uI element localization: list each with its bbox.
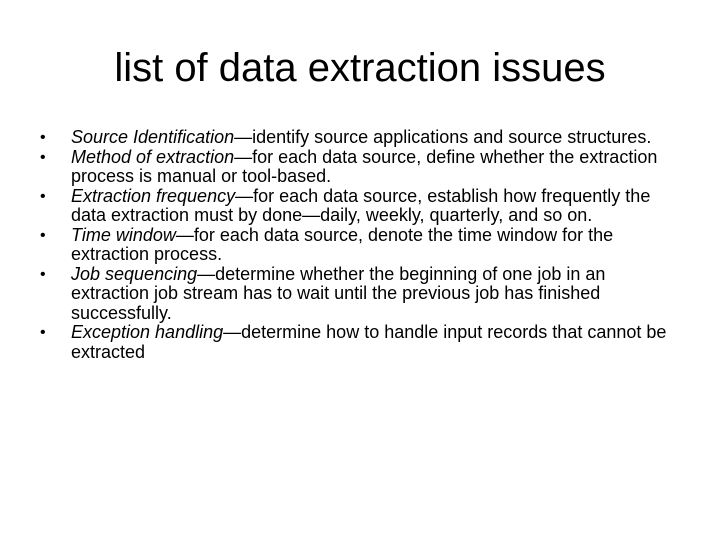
bullet-icon: •: [40, 129, 46, 146]
bullet-icon: •: [40, 265, 46, 283]
bullet-icon: •: [40, 226, 46, 244]
list-item: [40, 323, 680, 362]
item-term: Time window: [71, 224, 176, 245]
item-text: —for each data source, define whether the extraction process is manual or tool-based.: [71, 146, 658, 186]
list-item: [40, 265, 680, 324]
slide-title: list of data extraction issues: [114, 46, 606, 90]
item-text: —for each data source, establish how frequently the data extraction must by done—daily, weekly, quarterly, and so on.: [71, 185, 651, 225]
list-item: [40, 128, 680, 148]
item-text: —determine whether the beginning of one job in an extraction job stream has to wait until the previous job has finished successfully.: [71, 263, 606, 323]
item-term: Method of extraction: [71, 146, 235, 167]
bullet-list: [40, 128, 680, 362]
item-term: Exception handling: [71, 322, 224, 342]
bullet-icon: •: [40, 187, 46, 205]
item-text: —determine how to handle input records that cannot be extracted: [71, 322, 667, 362]
list-item: [40, 226, 680, 265]
list-item: [40, 187, 680, 226]
bullet-icon: •: [40, 324, 46, 341]
item-term: Source Identification: [71, 127, 235, 147]
item-term: Extraction frequency: [71, 185, 236, 206]
bullet-icon: •: [40, 148, 46, 166]
item-text: —for each data source, denote the time window for the extraction process.: [71, 224, 614, 264]
list-item: [40, 148, 680, 187]
item-term: Job sequencing: [71, 263, 198, 284]
item-text: —identify source applications and source structures.: [234, 127, 652, 147]
